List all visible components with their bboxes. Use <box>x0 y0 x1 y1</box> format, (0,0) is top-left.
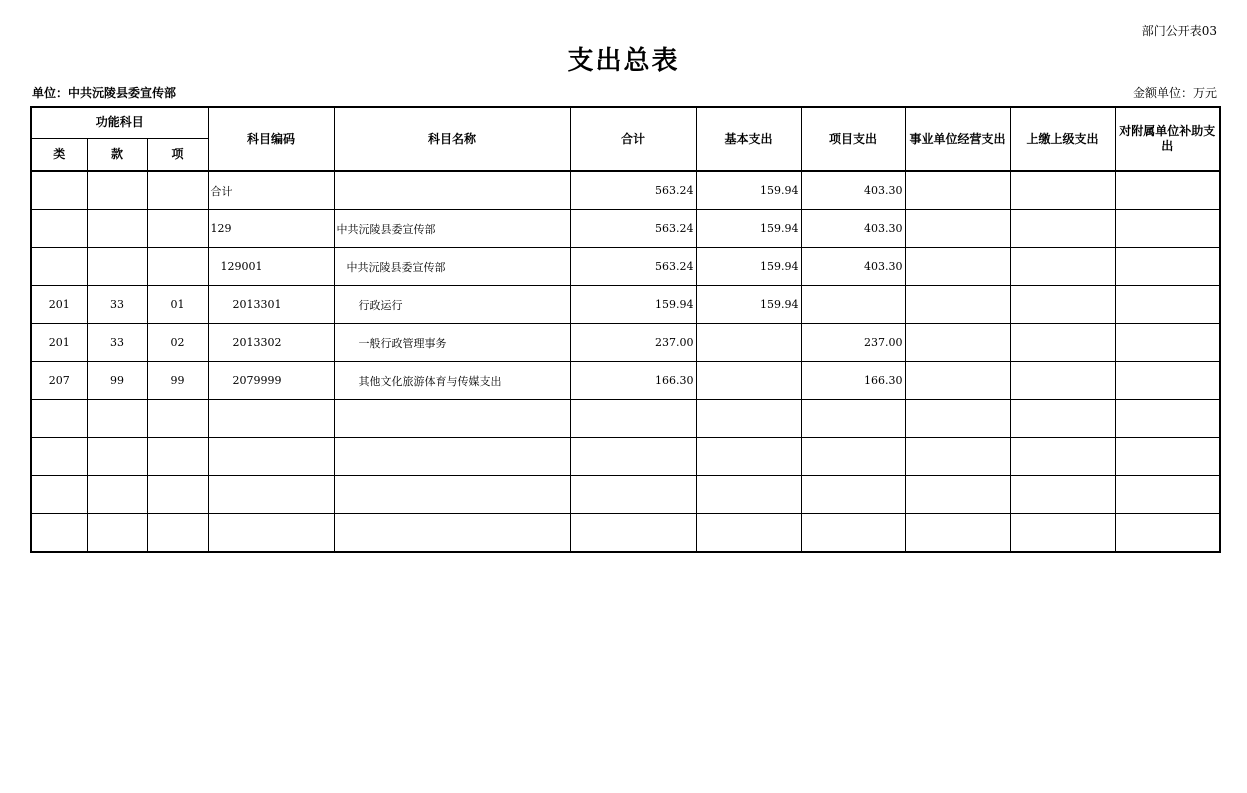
cell-xiang <box>147 248 208 286</box>
table-row <box>31 362 1220 400</box>
header-business: 事业单位经营支出 <box>905 107 1010 171</box>
cell-name <box>334 476 570 514</box>
page-title: 支出总表 <box>567 46 680 76</box>
cell-business <box>905 171 1010 210</box>
cell-code <box>208 438 334 476</box>
cell-code: 2013301 <box>208 286 334 324</box>
cell-name <box>334 171 570 210</box>
cell-kuan <box>87 210 147 248</box>
cell-kuan <box>87 514 147 553</box>
cell-lei: 201 <box>31 324 87 362</box>
cell-kuan <box>87 438 147 476</box>
cell-code: 2079999 <box>208 362 334 400</box>
header-kuan: 款 <box>87 138 147 171</box>
cell-name: 其他文化旅游体育与传媒支出 <box>334 362 570 400</box>
header-basic: 基本支出 <box>696 107 801 171</box>
cell-xiang <box>147 476 208 514</box>
cell-total: 166.30 <box>570 362 696 400</box>
cell-kuan <box>87 248 147 286</box>
cell-upper <box>1010 248 1115 286</box>
cell-code <box>208 400 334 438</box>
cell-subsidy <box>1115 476 1220 514</box>
cell-project <box>801 514 905 553</box>
cell-xiang: 99 <box>147 362 208 400</box>
cell-basic: 159.94 <box>696 286 801 324</box>
cell-business <box>905 476 1010 514</box>
cell-business <box>905 286 1010 324</box>
table-row <box>31 210 1220 248</box>
cell-xiang <box>147 438 208 476</box>
header-func-subject: 功能科目 <box>31 107 208 138</box>
cell-basic: 159.94 <box>696 248 801 286</box>
cell-business <box>905 400 1010 438</box>
cell-lei <box>31 476 87 514</box>
unit-label: 单位：中共沅陵县委宣传部 <box>32 86 177 100</box>
table-row <box>31 476 1220 514</box>
cell-xiang: 01 <box>147 286 208 324</box>
cell-name: 一般行政管理事务 <box>334 324 570 362</box>
cell-upper <box>1010 514 1115 553</box>
amount-unit-label: 金额单位：万元 <box>1132 86 1217 100</box>
table-row <box>31 324 1220 362</box>
cell-project <box>801 476 905 514</box>
cell-xiang <box>147 171 208 210</box>
cell-project <box>801 438 905 476</box>
header-code: 科目编码 <box>208 107 334 171</box>
cell-total: 563.24 <box>570 248 696 286</box>
cell-kuan <box>87 400 147 438</box>
cell-name: 中共沅陵县委宣传部 <box>334 210 570 248</box>
cell-xiang: 02 <box>147 324 208 362</box>
cell-business <box>905 324 1010 362</box>
cell-project: 166.30 <box>801 362 905 400</box>
header-xiang: 项 <box>147 138 208 171</box>
cell-subsidy <box>1115 438 1220 476</box>
expenditure-table <box>30 106 1221 553</box>
cell-total: 563.24 <box>570 210 696 248</box>
cell-project: 403.30 <box>801 248 905 286</box>
cell-basic <box>696 400 801 438</box>
header-lei: 类 <box>31 138 87 171</box>
cell-total: 237.00 <box>570 324 696 362</box>
cell-project: 403.30 <box>801 210 905 248</box>
cell-upper <box>1010 362 1115 400</box>
cell-basic <box>696 362 801 400</box>
header-project: 项目支出 <box>801 107 905 171</box>
cell-name: 中共沅陵县委宣传部 <box>334 248 570 286</box>
cell-basic <box>696 438 801 476</box>
cell-subsidy <box>1115 171 1220 210</box>
cell-upper <box>1010 171 1115 210</box>
cell-name <box>334 438 570 476</box>
cell-code: 2013302 <box>208 324 334 362</box>
header-total: 合计 <box>570 107 696 171</box>
cell-business <box>905 438 1010 476</box>
cell-lei <box>31 514 87 553</box>
cell-lei: 207 <box>31 362 87 400</box>
cell-name <box>334 400 570 438</box>
table-body <box>31 171 1220 552</box>
table-row <box>31 171 1220 210</box>
cell-basic <box>696 514 801 553</box>
cell-upper <box>1010 476 1115 514</box>
cell-basic <box>696 476 801 514</box>
document-code: 部门公开表03 <box>1141 24 1217 38</box>
cell-subsidy <box>1115 324 1220 362</box>
table-row <box>31 438 1220 476</box>
cell-business <box>905 362 1010 400</box>
cell-kuan <box>87 476 147 514</box>
cell-business <box>905 514 1010 553</box>
cell-kuan: 99 <box>87 362 147 400</box>
cell-subsidy <box>1115 514 1220 553</box>
cell-project: 237.00 <box>801 324 905 362</box>
cell-xiang <box>147 210 208 248</box>
cell-code <box>208 476 334 514</box>
cell-upper <box>1010 438 1115 476</box>
cell-code: 129001 <box>208 248 334 286</box>
cell-subsidy <box>1115 248 1220 286</box>
cell-kuan: 33 <box>87 324 147 362</box>
cell-project: 403.30 <box>801 171 905 210</box>
table-row <box>31 400 1220 438</box>
cell-subsidy <box>1115 400 1220 438</box>
cell-subsidy <box>1115 210 1220 248</box>
cell-total: 563.24 <box>570 171 696 210</box>
table-row <box>31 248 1220 286</box>
cell-name <box>334 514 570 553</box>
cell-total <box>570 476 696 514</box>
cell-business <box>905 210 1010 248</box>
cell-lei <box>31 248 87 286</box>
cell-upper <box>1010 286 1115 324</box>
cell-upper <box>1010 210 1115 248</box>
cell-kuan: 33 <box>87 286 147 324</box>
table-row <box>31 286 1220 324</box>
header-subsidy: 对附属单位补助支出 <box>1115 107 1220 171</box>
cell-total <box>570 438 696 476</box>
cell-business <box>905 248 1010 286</box>
cell-subsidy <box>1115 362 1220 400</box>
cell-lei <box>31 171 87 210</box>
cell-project <box>801 286 905 324</box>
cell-project <box>801 400 905 438</box>
cell-upper <box>1010 400 1115 438</box>
cell-lei <box>31 400 87 438</box>
header-name: 科目名称 <box>334 107 570 171</box>
header-upper: 上缴上级支出 <box>1010 107 1115 171</box>
cell-code: 合计 <box>208 171 334 210</box>
cell-lei <box>31 210 87 248</box>
cell-kuan <box>87 171 147 210</box>
table-header <box>31 107 1220 171</box>
cell-xiang <box>147 400 208 438</box>
cell-lei: 201 <box>31 286 87 324</box>
cell-code: 129 <box>208 210 334 248</box>
cell-basic <box>696 324 801 362</box>
cell-xiang <box>147 514 208 553</box>
cell-code <box>208 514 334 553</box>
table-row <box>31 514 1220 553</box>
cell-upper <box>1010 324 1115 362</box>
cell-total: 159.94 <box>570 286 696 324</box>
cell-basic: 159.94 <box>696 171 801 210</box>
cell-total <box>570 400 696 438</box>
cell-basic: 159.94 <box>696 210 801 248</box>
cell-name: 行政运行 <box>334 286 570 324</box>
cell-total <box>570 514 696 553</box>
cell-subsidy <box>1115 286 1220 324</box>
cell-lei <box>31 438 87 476</box>
